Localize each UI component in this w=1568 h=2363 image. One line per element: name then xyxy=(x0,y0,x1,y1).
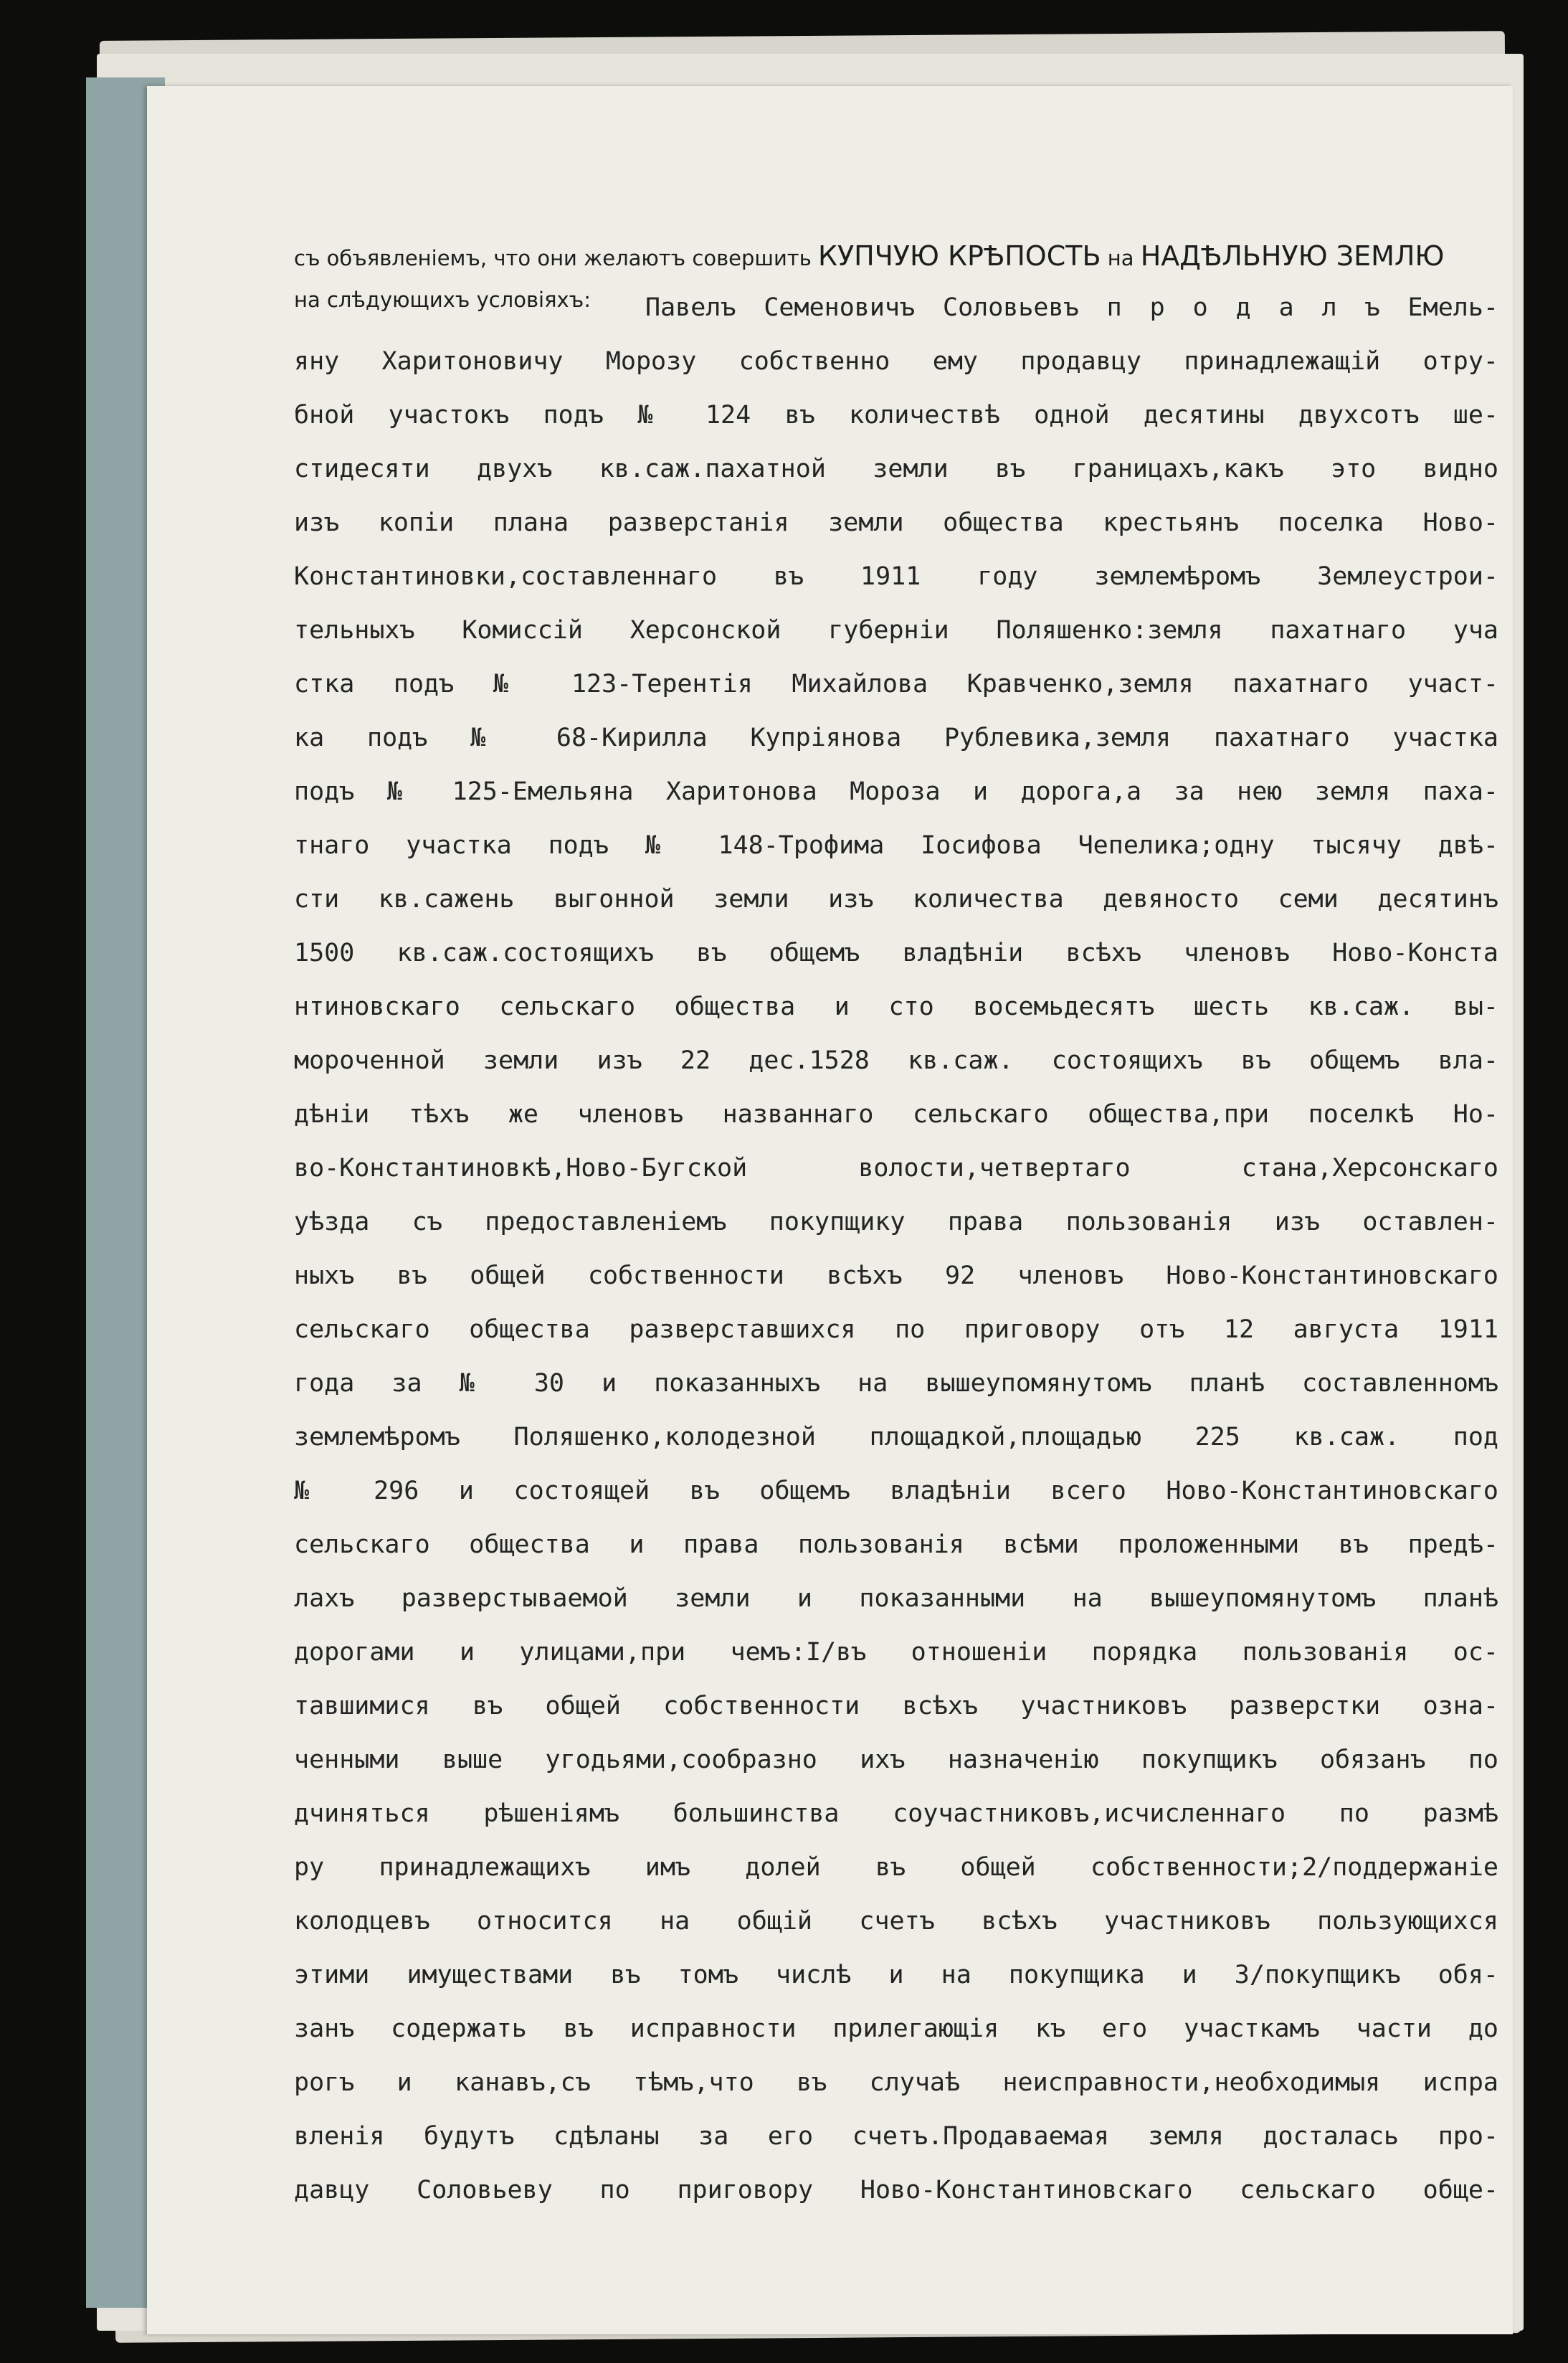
text-line: мороченной земли изъ 22 дес.1528 кв.саж. состоящихъ въ общемъ вла- xyxy=(294,1046,1498,1075)
text-line: дѣніи тѣхъ же членовъ названнаго сельскаго общества,при поселкѣ Но- xyxy=(294,1100,1498,1129)
text-line: рогъ и канавъ,съ тѣмъ,что въ случаѣ неисправности,необходимыя испра xyxy=(294,2068,1498,2097)
header-land-type: НАДѢЛЬНУЮ ЗЕМЛЮ xyxy=(1140,240,1445,272)
typed-body xyxy=(294,281,1498,2217)
header-deed-type: КУПЧУЮ КРѢПОСТЬ xyxy=(818,240,1101,272)
text-line: № 296 и состоящей въ общемъ владѣніи всего Ново-Константиновскаго xyxy=(294,1477,1498,1505)
text-line: дорогами и улицами,при чемъ:I/въ отношеніи порядка пользованія ос- xyxy=(294,1638,1498,1667)
text-line: сти кв.сажень выгонной земли изъ количества девяносто семи десятинъ xyxy=(294,885,1498,914)
text-line: этими имуществами въ томъ числѣ и на покупщика и 3/покупщикъ обя- xyxy=(294,1961,1498,1989)
text-line: ру принадлежащихъ имъ долей въ общей собственности;2/поддержаніе xyxy=(294,1853,1498,1882)
text-line: во-Константиновкѣ,Ново-Бугской волости,четвертаго стана,Херсонскаго xyxy=(294,1154,1498,1183)
text-line: нтиновскаго сельскаго общества и сто восемьдесятъ шесть кв.саж. вы- xyxy=(294,993,1498,1021)
text-line: сельскаго общества разверставшихся по приговору отъ 12 августа 1911 xyxy=(294,1315,1498,1344)
text-line: яну Харитоновичу Морозу собственно ему продавцу принадлежащій отру- xyxy=(294,347,1498,376)
text-line: ка подъ № 68-Кирилла Купріянова Рублевика,земля пахатнаго участка xyxy=(294,724,1498,752)
text-line: подъ № 125-Емельяна Харитонова Мороза и дорога,а за нею земля паха- xyxy=(294,777,1498,806)
header-conditions: на слѣдующихъ условіяхъ: xyxy=(294,288,591,312)
text-line: бной участокъ подъ № 124 въ количествѣ одной десятины двухсотъ ше- xyxy=(294,401,1498,430)
text-line: уѣзда съ предоставленіемъ покупщику права пользованія изъ оставлен- xyxy=(294,1208,1498,1236)
text-line: лахъ разверстываемой земли и показанными на вышеупомянутомъ планѣ xyxy=(294,1584,1498,1613)
text-line: колодцевъ относится на общій счетъ всѣхъ участниковъ пользующихся xyxy=(294,1907,1498,1936)
text-line: вленія будутъ сдѣланы за его счетъ.Продаваемая земля досталась про- xyxy=(294,2122,1498,2151)
header-prefix: съ объявленіемъ, что они желаютъ совершить xyxy=(294,246,812,270)
text-line: стидесяти двухъ кв.саж.пахатной земли въ границахъ,какъ это видно xyxy=(294,455,1498,483)
text-line: тавшимися въ общей собственности всѣхъ участниковъ разверстки озна- xyxy=(294,1692,1498,1720)
text-line: дчиняться рѣшеніямъ большинства соучастниковъ,исчисленнаго по размѣ xyxy=(294,1799,1498,1828)
text-line: занъ содержать въ исправности прилегающія къ его участкамъ части до xyxy=(294,2014,1498,2043)
text-line: 1500 кв.саж.состоящихъ въ общемъ владѣніи всѣхъ членовъ Ново-Конста xyxy=(294,939,1498,967)
text-line: Павелъ Семеновичъ Соловьевъ п р о д а л ъ Емель- xyxy=(645,293,1498,322)
text-line: землемѣромъ Поляшенко,колодезной площадкой,площадью 225 кв.саж. под xyxy=(294,1423,1498,1452)
text-line: года за № 30 и показанныхъ на вышеупомянутомъ планѣ составленномъ xyxy=(294,1369,1498,1398)
text-line: ныхъ въ общей собственности всѣхъ 92 членовъ Ново-Константиновскаго xyxy=(294,1261,1498,1290)
text-line: давцу Соловьеву по приговору Ново-Константиновскаго сельскаго обще- xyxy=(294,2176,1498,2205)
text-line: сельскаго общества и права пользованія всѣми проложенными въ предѣ- xyxy=(294,1530,1498,1559)
text-line: изъ копіи плана разверстанія земли общества крестьянъ поселка Ново- xyxy=(294,508,1498,537)
text-line: Константиновки,составленнаго въ 1911 году землемѣромъ Землеустрои- xyxy=(294,562,1498,591)
text-line: стка подъ № 123-Терентія Михайлова Кравченко,земля пахатнаго участ- xyxy=(294,670,1498,699)
text-line: тельныхъ Комиссій Херсонской губерніи Поляшенко:земля пахатнаго уча xyxy=(294,616,1498,645)
text-line: тнаго участка подъ № 148-Трофима Іосифова Чепелика;одну тысячу двѣ- xyxy=(294,831,1498,860)
text-line: ченными выше угодьями,сообразно ихъ назначенію покупщикъ обязанъ по xyxy=(294,1746,1498,1774)
header-on: на xyxy=(1107,246,1134,270)
